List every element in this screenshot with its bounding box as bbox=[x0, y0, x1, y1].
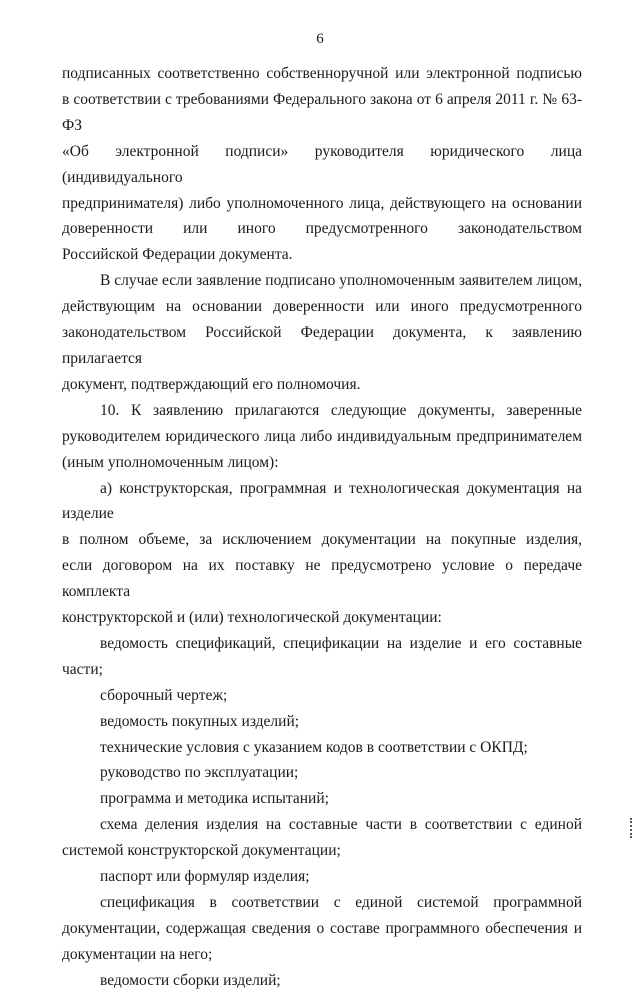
list-item: схема деления изделия на составные части в соответствии с единой системой конструкторской документации; bbox=[62, 816, 582, 860]
list-item: ведомость покупных изделий; bbox=[100, 712, 300, 730]
list-item: спецификация в соответствии с единой системой программной документации, содержащая сведения о составе программного обеспечения и документации на него; bbox=[62, 894, 582, 963]
list-item: паспорт или формуляр изделия; bbox=[100, 868, 310, 886]
paragraph-subitem-a: а) конструкторская, программная и технологическая документация на изделие в полном объеме, за исключением документации на покупные изделия, если договором на их поставку не предусмотрено условие о передаче комплекта конструкторской и (или) технологической документации: bbox=[62, 479, 582, 627]
paragraph-authorized-representative: В случае если заявление подписано уполномоченным заявителем лицом, действующим на основании доверенности или иного предусмотренного законодательством Российской Федерации документа, к заявлению прилагается документ, подтверждающий его полномочия. bbox=[62, 272, 582, 393]
list-item: ведомость спецификаций, спецификации на изделие и его составные части; bbox=[62, 634, 582, 678]
list-item: программа и методика испытаний; bbox=[100, 790, 329, 808]
document-body bbox=[62, 61, 582, 994]
list-item: руководство по эксплуатации; bbox=[100, 764, 299, 782]
list-item: ведомости сборки изделий; bbox=[100, 971, 281, 989]
paragraph-signature-requirements: подписанных соответственно собственноручной или электронной подписью в соответствии с требованиями Федерального закона от 6 апреля 2011 г. № 63-ФЗ «Об электронной подписи» руководителя юридического лица (индивидуального предпринимателя) либо уполномоченного лица, действующего на основании доверенности или иного предусмотренного законодательством Российской Федерации документа. bbox=[62, 65, 582, 264]
list-item: сборочный чертеж; bbox=[100, 686, 228, 704]
paragraph-item-10: 10. К заявлению прилагаются следующие документы, заверенные руководителем юридического лица либо индивидуальным предпринимателем (иным уполномоченным лицом): bbox=[62, 401, 582, 471]
list-item: технические условия с указанием кодов в соответствии с ОКПД; bbox=[100, 738, 528, 756]
page-number: 6 bbox=[316, 31, 324, 47]
scan-edge-artifact bbox=[630, 818, 638, 838]
